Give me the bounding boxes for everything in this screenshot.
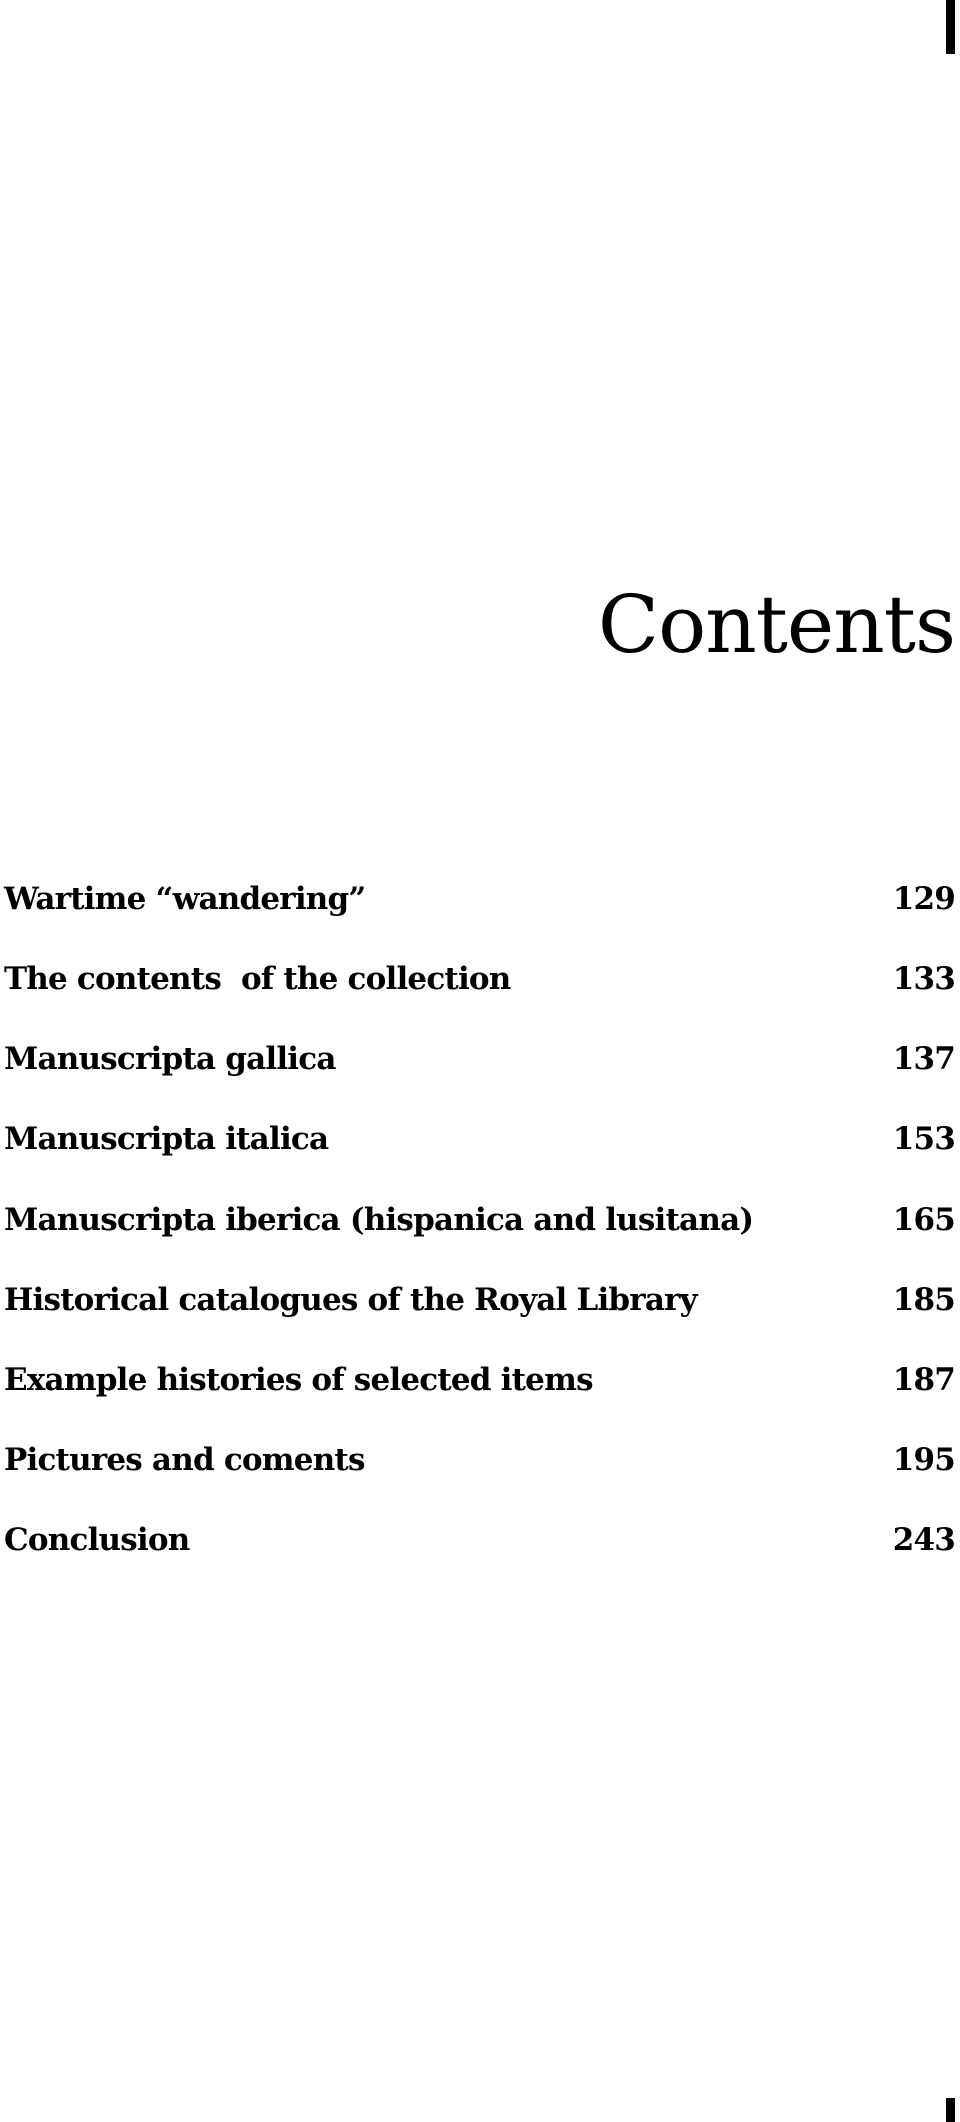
toc-entry[interactable]	[4, 1275, 955, 1325]
toc-entry-title: Manuscripta iberica (hispanica and lusitana)	[4, 1202, 754, 1238]
page-title: Contents	[597, 578, 955, 671]
toc-entry-page-number: 129	[892, 881, 955, 917]
toc-entry-title: Pictures and coments	[4, 1442, 365, 1478]
toc-entry-page-number: 137	[892, 1041, 955, 1077]
toc-entry-title: The contents of the collection	[4, 961, 511, 997]
toc-entry-page-number: 133	[892, 961, 955, 997]
toc-entry-page-number: 153	[892, 1121, 955, 1157]
toc-entry-title: Conclusion	[4, 1522, 190, 1558]
toc-entry[interactable]	[4, 1515, 955, 1565]
toc-entry[interactable]	[4, 1355, 955, 1405]
toc-entry-page-number: 165	[892, 1202, 955, 1238]
toc-entry-title: Example histories of selected items	[4, 1362, 593, 1398]
toc-entry[interactable]	[4, 1195, 955, 1245]
toc-entry-page-number: 187	[892, 1362, 955, 1398]
crop-mark-bottom	[946, 2098, 955, 2122]
crop-mark-top	[946, 0, 955, 54]
toc-entry[interactable]	[4, 954, 955, 1004]
toc-entry[interactable]	[4, 874, 955, 924]
toc-entry-page-number: 195	[892, 1442, 955, 1478]
toc-entry-title: Manuscripta italica	[4, 1121, 329, 1157]
toc-entry-page-number: 243	[892, 1522, 955, 1558]
toc-entry-page-number: 185	[892, 1282, 955, 1318]
toc-entry-title: Manuscripta gallica	[4, 1041, 336, 1077]
toc-entry-title: Wartime “wandering”	[4, 881, 366, 917]
toc-entry[interactable]	[4, 1114, 955, 1164]
toc-entry-title: Historical catalogues of the Royal Library	[4, 1282, 697, 1318]
toc-entry[interactable]	[4, 1034, 955, 1084]
toc-entry[interactable]	[4, 1435, 955, 1485]
